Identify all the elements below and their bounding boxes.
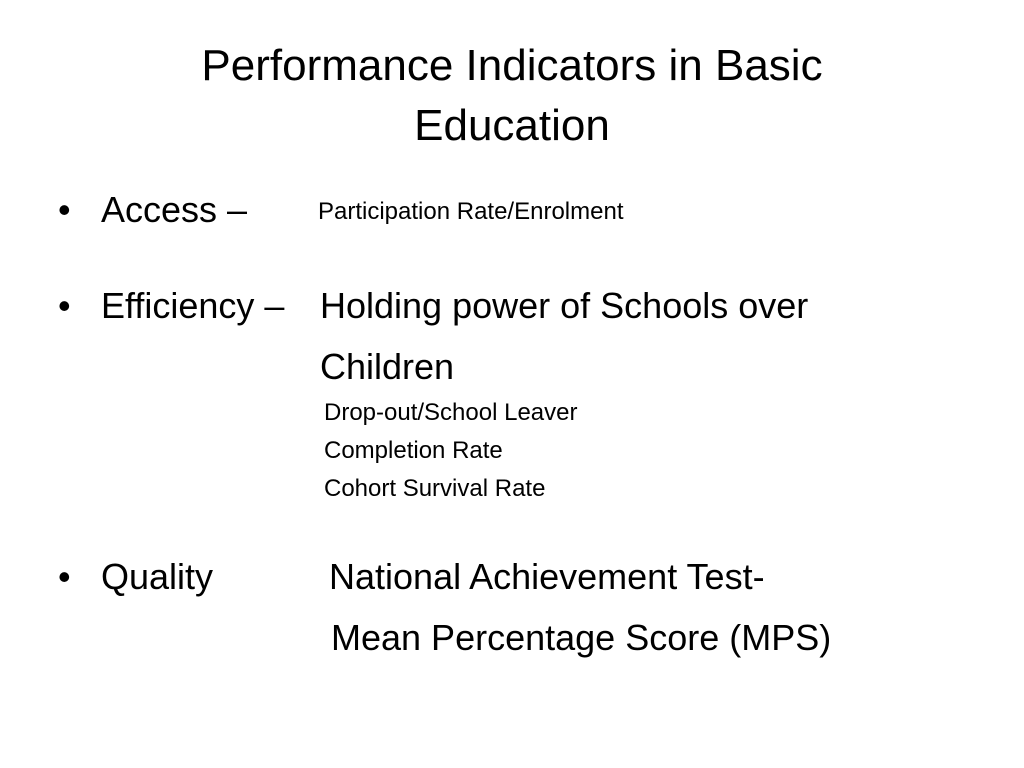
quality-text-line-2: Mean Percentage Score (MPS) xyxy=(331,617,832,658)
bullet-marker-access: • xyxy=(58,189,71,230)
efficiency-label: Efficiency – xyxy=(101,285,285,326)
efficiency-text-line-2: Children xyxy=(320,346,455,387)
slide-title-line-1: Performance Indicators in Basic xyxy=(201,41,823,90)
quality-label: Quality xyxy=(101,556,214,597)
efficiency-sub-item-cohort: Cohort Survival Rate xyxy=(324,475,546,502)
access-label: Access – xyxy=(101,189,248,230)
bullet-marker-efficiency: • xyxy=(58,285,71,326)
efficiency-sub-item-completion: Completion Rate xyxy=(324,437,503,464)
slide-title xyxy=(112,36,912,156)
efficiency-text-line-1: Holding power of Schools over xyxy=(320,285,809,326)
slide-title-line-2: Education xyxy=(414,101,610,150)
quality-text-line-1: National Achievement Test- xyxy=(329,556,765,597)
efficiency-sub-item-dropout: Drop-out/School Leaver xyxy=(324,399,578,426)
access-detail: Participation Rate/Enrolment xyxy=(318,198,624,225)
bullet-marker-quality: • xyxy=(58,556,71,597)
